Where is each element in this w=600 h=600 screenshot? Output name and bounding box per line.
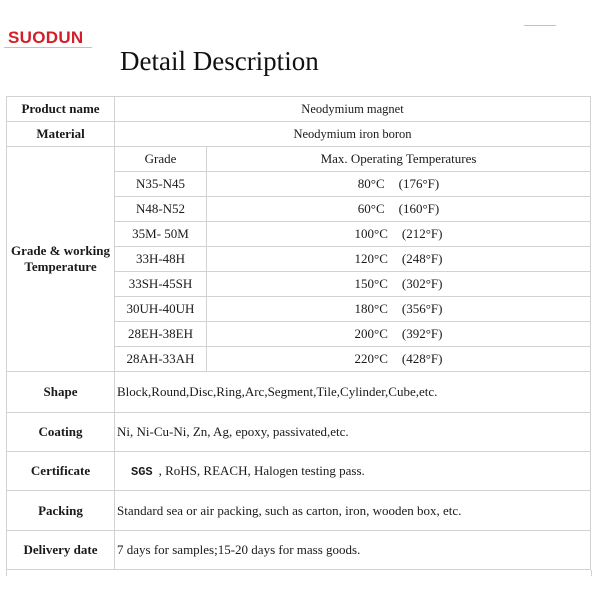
table-row-packing <box>7 491 591 531</box>
grade-cell: 33SH-45SH <box>115 272 207 297</box>
table-row-delivery <box>7 531 591 570</box>
grade-cell: 30UH-40UH <box>115 297 207 322</box>
product-name-label: Product name <box>7 97 115 122</box>
grade-header-row <box>7 147 591 172</box>
temp-fahrenheit: (160°F) <box>398 201 440 216</box>
temp-celsius: 150°C <box>354 276 388 291</box>
temp-celsius: 180°C <box>354 301 388 316</box>
grade-cell: 33H-48H <box>115 247 207 272</box>
temp-celsius: 120°C <box>354 251 388 266</box>
coating-value: Ni, Ni-Cu-Ni, Zn, Ag, epoxy, passivated,etc. <box>115 413 591 452</box>
table-tail-border <box>6 570 592 576</box>
temp-celsius: 60°C <box>357 201 385 216</box>
product-name-value: Neodymium magnet <box>115 97 591 122</box>
temp-celsius: 100°C <box>354 226 388 241</box>
packing-label: Packing <box>7 491 115 531</box>
table-row-coating <box>7 413 591 452</box>
shape-label: Shape <box>7 372 115 413</box>
certificate-value <box>115 452 591 491</box>
grade-temperature-label <box>7 147 115 372</box>
temp-fahrenheit: (212°F) <box>401 226 443 241</box>
temperature-cell <box>207 172 591 197</box>
delivery-value: 7 days for samples;15-20 days for mass goods. <box>115 531 591 570</box>
temp-celsius: 80°C <box>357 176 385 191</box>
page-title: Detail Description <box>120 46 319 76</box>
temp-fahrenheit: (392°F) <box>401 326 443 341</box>
spec-table <box>6 96 591 570</box>
temp-fahrenheit: (176°F) <box>398 176 440 191</box>
material-value: Neodymium iron boron <box>115 122 591 147</box>
temp-fahrenheit: (248°F) <box>401 251 443 266</box>
temp-fahrenheit: (428°F) <box>401 351 443 366</box>
temp-celsius: 200°C <box>354 326 388 341</box>
temperature-cell <box>207 347 591 372</box>
corner-divider <box>524 25 556 26</box>
table-row-product-name <box>7 97 591 122</box>
table-row-certificate <box>7 452 591 491</box>
temp-fahrenheit: (356°F) <box>401 301 443 316</box>
grade-label-line2: Temperature <box>24 259 97 274</box>
grade-label-line1: Grade & working <box>11 243 110 258</box>
temperature-column-header: Max. Operating Temperatures <box>207 147 591 172</box>
grade-cell: 28EH-38EH <box>115 322 207 347</box>
grade-cell: N48-N52 <box>115 197 207 222</box>
temperature-cell <box>207 322 591 347</box>
delivery-label: Delivery date <box>7 531 115 570</box>
temp-celsius: 220°C <box>354 351 388 366</box>
shape-value: Block,Round,Disc,Ring,Arc,Segment,Tile,Cylinder,Cube,etc. <box>115 372 591 413</box>
temperature-cell <box>207 222 591 247</box>
brand-divider <box>4 47 92 48</box>
temperature-cell <box>207 197 591 222</box>
coating-label: Coating <box>7 413 115 452</box>
temp-fahrenheit: (302°F) <box>401 276 443 291</box>
certificate-label: Certificate <box>7 452 115 491</box>
temperature-cell <box>207 272 591 297</box>
sgs-mark: SGS <box>131 465 153 479</box>
material-label: Material <box>7 122 115 147</box>
table-row-material <box>7 122 591 147</box>
grade-cell: 35M- 50M <box>115 222 207 247</box>
brand-logo: SUODUN <box>8 28 84 47</box>
grade-cell: N35-N45 <box>115 172 207 197</box>
table-row-shape <box>7 372 591 413</box>
grade-column-header: Grade <box>115 147 207 172</box>
grade-cell: 28AH-33AH <box>115 347 207 372</box>
temperature-cell <box>207 297 591 322</box>
certificate-text: , RoHS, REACH, Halogen testing pass. <box>158 463 365 478</box>
packing-value: Standard sea or air packing, such as carton, iron, wooden box, etc. <box>115 491 591 531</box>
temperature-cell <box>207 247 591 272</box>
